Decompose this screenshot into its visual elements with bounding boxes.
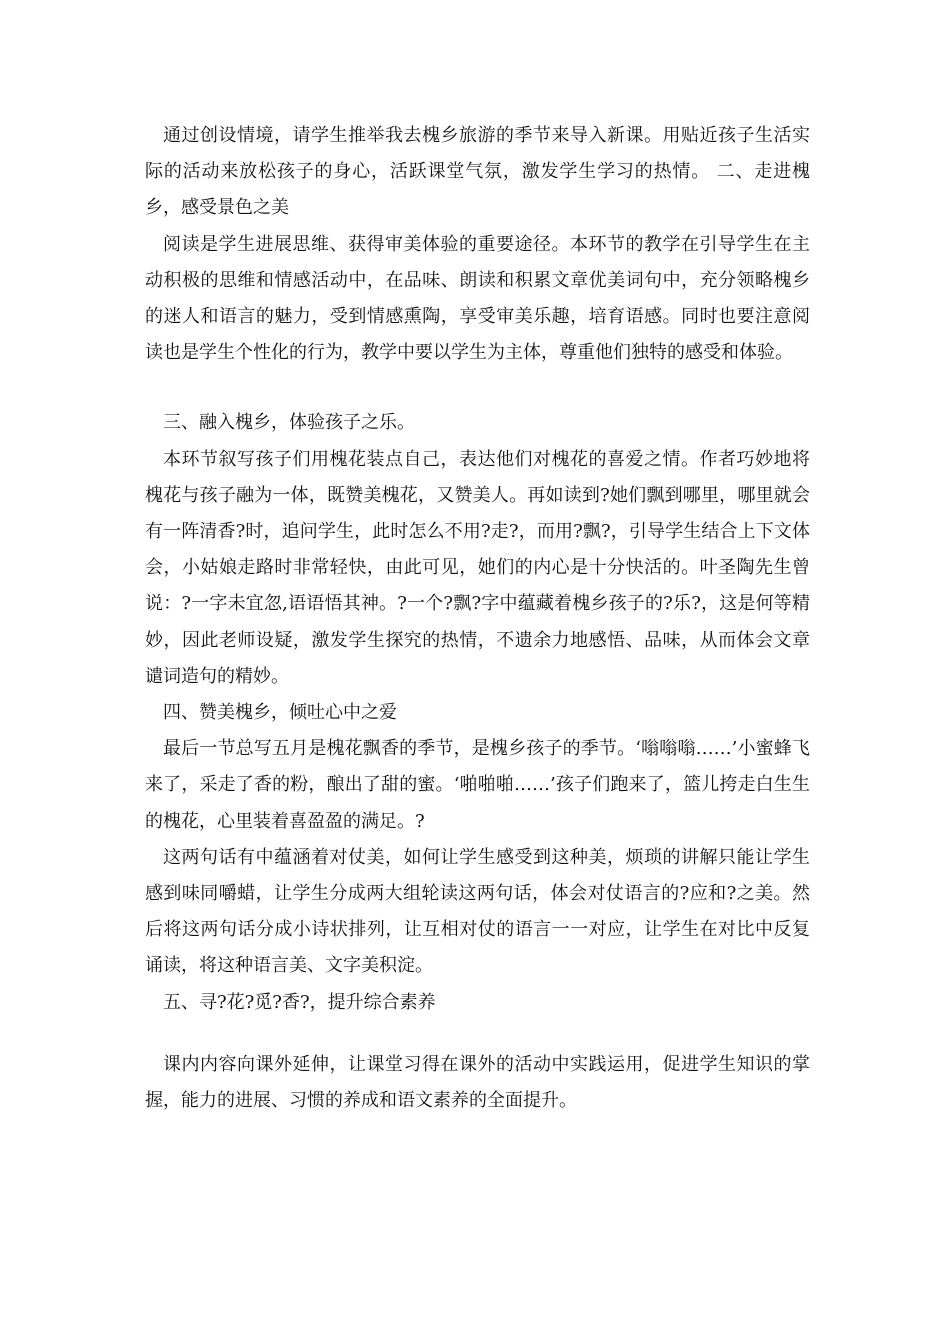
paragraph-section-4: 最后一节总写五月是槐花飘香的季节，是槐乡孩子的季节。‘嗡嗡嗡……’小蜜蜂飞来了，采走了香的粉，酿出了甜的蜜。‘啪啪啪……’孩子们跑来了，篮儿挎走白生生的槐花，心里装着喜盈盈的满足。?: [145, 738, 810, 832]
spacer: [145, 1021, 810, 1047]
spacer: [145, 371, 810, 405]
section-heading-4: 四、赞美槐乡，倾吐心中之爱: [163, 702, 397, 724]
section-heading-5: 五、寻?花?觅?香?，提升综合素养: [163, 991, 436, 1013]
paragraph-parallelism: 这两句话有中蕴涵着对仗美，如何让学生感受到这种美，烦琐的讲解只能让学生感到味同嚼蜡，让学生分成两大组轮读这两句话，体会对仗语言的?应和?之美。然后将这两句话分成小诗状排列，让互相对仗的语言一一对应，让学生在对比中反复诵读，将这种语言美、文字美积淀。: [145, 846, 810, 977]
paragraph-section-3: 本环节叙写孩子们用槐花装点自己，表达他们对槐花的喜爱之情。作者巧妙地将槐花与孩子融为一体，既赞美槐花，又赞美人。再如读到?她们飘到哪里，哪里就会有一阵清香?时，追问学生，此时怎么不用?走?，而用?飘?，引导学生结合上下文体会，小姑娘走路时非常轻快，由此可见，她们的内心是十分快活的。叶圣陶先生曾说：?一字未宜忽,语语悟其神。?一个?飘?字中蕴藏着槐乡孩子的?乐?，这是何等精妙，因此老师设疑，激发学生探究的热情，不遗余力地感悟、品味，从而体会文章谴词造句的精妙。: [145, 448, 810, 687]
section-heading-3: 三、融入槐乡，体验孩子之乐。: [163, 412, 415, 434]
paragraph-intro: 通过创设情境，请学生推举我去槐乡旅游的季节来导入新课。用贴近孩子生活实际的活动来放松孩子的身心，活跃课堂气氛，激发学生学习的热情。 二、走进槐乡，感受景色之美: [145, 125, 810, 219]
paragraph-extension: 课内内容向课外延伸，让课堂习得在课外的活动中实践运用，促进学生知识的掌握，能力的进展、习惯的养成和语文素养的全面提升。: [145, 1053, 810, 1112]
document-body: [145, 118, 810, 1119]
paragraph-reading: 阅读是学生进展思维、获得审美体验的重要途径。本环节的教学在引导学生在主动积极的思维和情感活动中，在品味、朗读和积累文章优美词句中，充分领略槐乡的迷人和语言的魅力，受到情感熏陶，享受审美乐趣，培育语感。同时也要注意阅读也是学生个性化的行为，教学中要以学生为主体，尊重他们独特的感受和体验。: [145, 233, 810, 364]
